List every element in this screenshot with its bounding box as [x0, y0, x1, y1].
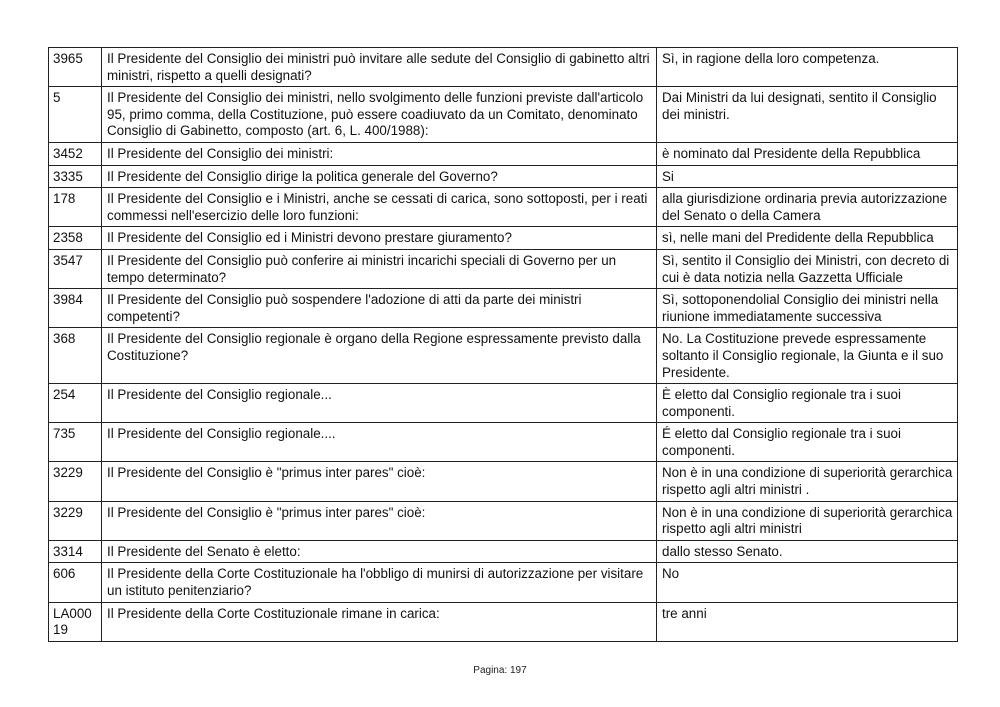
- question-cell: Il Presidente del Consiglio è "primus inter pares" cioè:: [102, 501, 657, 540]
- table-row: [49, 384, 958, 423]
- table-row: [49, 142, 958, 165]
- answer-cell: Dai Ministri da lui designati, sentito il Consiglio dei ministri.: [657, 87, 958, 143]
- question-cell: Il Presidente del Consiglio dirige la politica generale del Governo?: [102, 165, 657, 188]
- question-cell: Il Presidente della Corte Costituzionale ha l'obbligo di munirsi di autorizzazione per visitare un istituto penitenziario?: [102, 563, 657, 602]
- page-number: Pagina: 197: [473, 665, 527, 676]
- qa-table: [48, 47, 958, 642]
- question-id-cell: 178: [49, 188, 102, 227]
- question-id-cell: 254: [49, 384, 102, 423]
- qa-table-body: [49, 48, 958, 642]
- question-id-cell: 735: [49, 423, 102, 462]
- question-cell: Il Presidente del Consiglio dei ministri può invitare alle sedute del Consiglio di gabinetto altri ministri, rispetto a quelli designati?: [102, 48, 657, 87]
- table-row: [49, 602, 958, 641]
- question-id-cell: 3965: [49, 48, 102, 87]
- answer-cell: Sì, in ragione della loro competenza.: [657, 48, 958, 87]
- table-row: [49, 289, 958, 328]
- table-row: [49, 48, 958, 87]
- question-id-cell: 3335: [49, 165, 102, 188]
- question-cell: Il Presidente del Consiglio ed i Ministri devono prestare giuramento?: [102, 227, 657, 250]
- question-cell: Il Presidente del Consiglio è "primus inter pares" cioè:: [102, 462, 657, 501]
- answer-cell: É eletto dal Consiglio regionale tra i suoi componenti.: [657, 423, 958, 462]
- question-id-cell: 2358: [49, 227, 102, 250]
- answer-cell: sì, nelle mani del Predidente della Repubblica: [657, 227, 958, 250]
- question-id-cell: 3229: [49, 501, 102, 540]
- question-id-cell: 3984: [49, 289, 102, 328]
- table-row: [49, 328, 958, 384]
- question-cell: Il Presidente del Consiglio regionale...: [102, 384, 657, 423]
- question-cell: Il Presidente del Consiglio regionale....: [102, 423, 657, 462]
- question-id-cell: 368: [49, 328, 102, 384]
- answer-cell: Sì, sentito il Consiglio dei Ministri, con decreto di cui è data notizia nella Gazzetta Ufficiale: [657, 249, 958, 288]
- question-cell: Il Presidente del Consiglio dei ministri, nello svolgimento delle funzioni previste dall'articolo 95, primo comma, della Costituzione, può essere coadiuvato da un Comitato, denominato Consiglio di Gabinetto, composto (art. 6, L. 400/1988):: [102, 87, 657, 143]
- answer-cell: dallo stesso Senato.: [657, 540, 958, 563]
- answer-cell: Non è in una condizione di superiorità gerarchica rispetto agli altri ministri .: [657, 462, 958, 501]
- question-id-cell: 5: [49, 87, 102, 143]
- question-id-cell: 3452: [49, 142, 102, 165]
- question-cell: Il Presidente del Consiglio regionale è organo della Regione espressamente previsto dalla Costituzione?: [102, 328, 657, 384]
- document-page: [48, 47, 957, 642]
- question-id-cell: 3229: [49, 462, 102, 501]
- table-row: [49, 462, 958, 501]
- answer-cell: No. La Costituzione prevede espressamente soltanto il Consiglio regionale, la Giunta e il suo Presidente.: [657, 328, 958, 384]
- table-row: [49, 165, 958, 188]
- answer-cell: È eletto dal Consiglio regionale tra i suoi componenti.: [657, 384, 958, 423]
- table-row: [49, 501, 958, 540]
- answer-cell: è nominato dal Presidente della Repubblica: [657, 142, 958, 165]
- answer-cell: alla giurisdizione ordinaria previa autorizzazione del Senato o della Camera: [657, 188, 958, 227]
- question-cell: Il Presidente del Consiglio dei ministri:: [102, 142, 657, 165]
- table-row: [49, 188, 958, 227]
- answer-cell: Non è in una condizione di superiorità gerarchica rispetto agli altri ministri: [657, 501, 958, 540]
- question-cell: Il Presidente del Consiglio e i Ministri, anche se cessati di carica, sono sottoposti, per i reati commessi nell'esercizio delle loro funzioni:: [102, 188, 657, 227]
- answer-cell: tre anni: [657, 602, 958, 641]
- table-row: [49, 423, 958, 462]
- table-row: [49, 563, 958, 602]
- question-id-cell: 3314: [49, 540, 102, 563]
- question-cell: Il Presidente della Corte Costituzionale rimane in carica:: [102, 602, 657, 641]
- question-cell: Il Presidente del Consiglio può sospendere l'adozione di atti da parte dei ministri competenti?: [102, 289, 657, 328]
- table-row: [49, 87, 958, 143]
- question-cell: Il Presidente del Senato è eletto:: [102, 540, 657, 563]
- answer-cell: Si: [657, 165, 958, 188]
- question-cell: Il Presidente del Consiglio può conferire ai ministri incarichi speciali di Governo per un tempo determinato?: [102, 249, 657, 288]
- table-row: [49, 227, 958, 250]
- table-row: [49, 540, 958, 563]
- table-row: [49, 249, 958, 288]
- question-id-cell: 606: [49, 563, 102, 602]
- question-id-cell: LA00019: [49, 602, 102, 641]
- question-id-cell: 3547: [49, 249, 102, 288]
- answer-cell: Sì, sottoponendolial Consiglio dei ministri nella riunione immediatamente successiva: [657, 289, 958, 328]
- answer-cell: No: [657, 563, 958, 602]
